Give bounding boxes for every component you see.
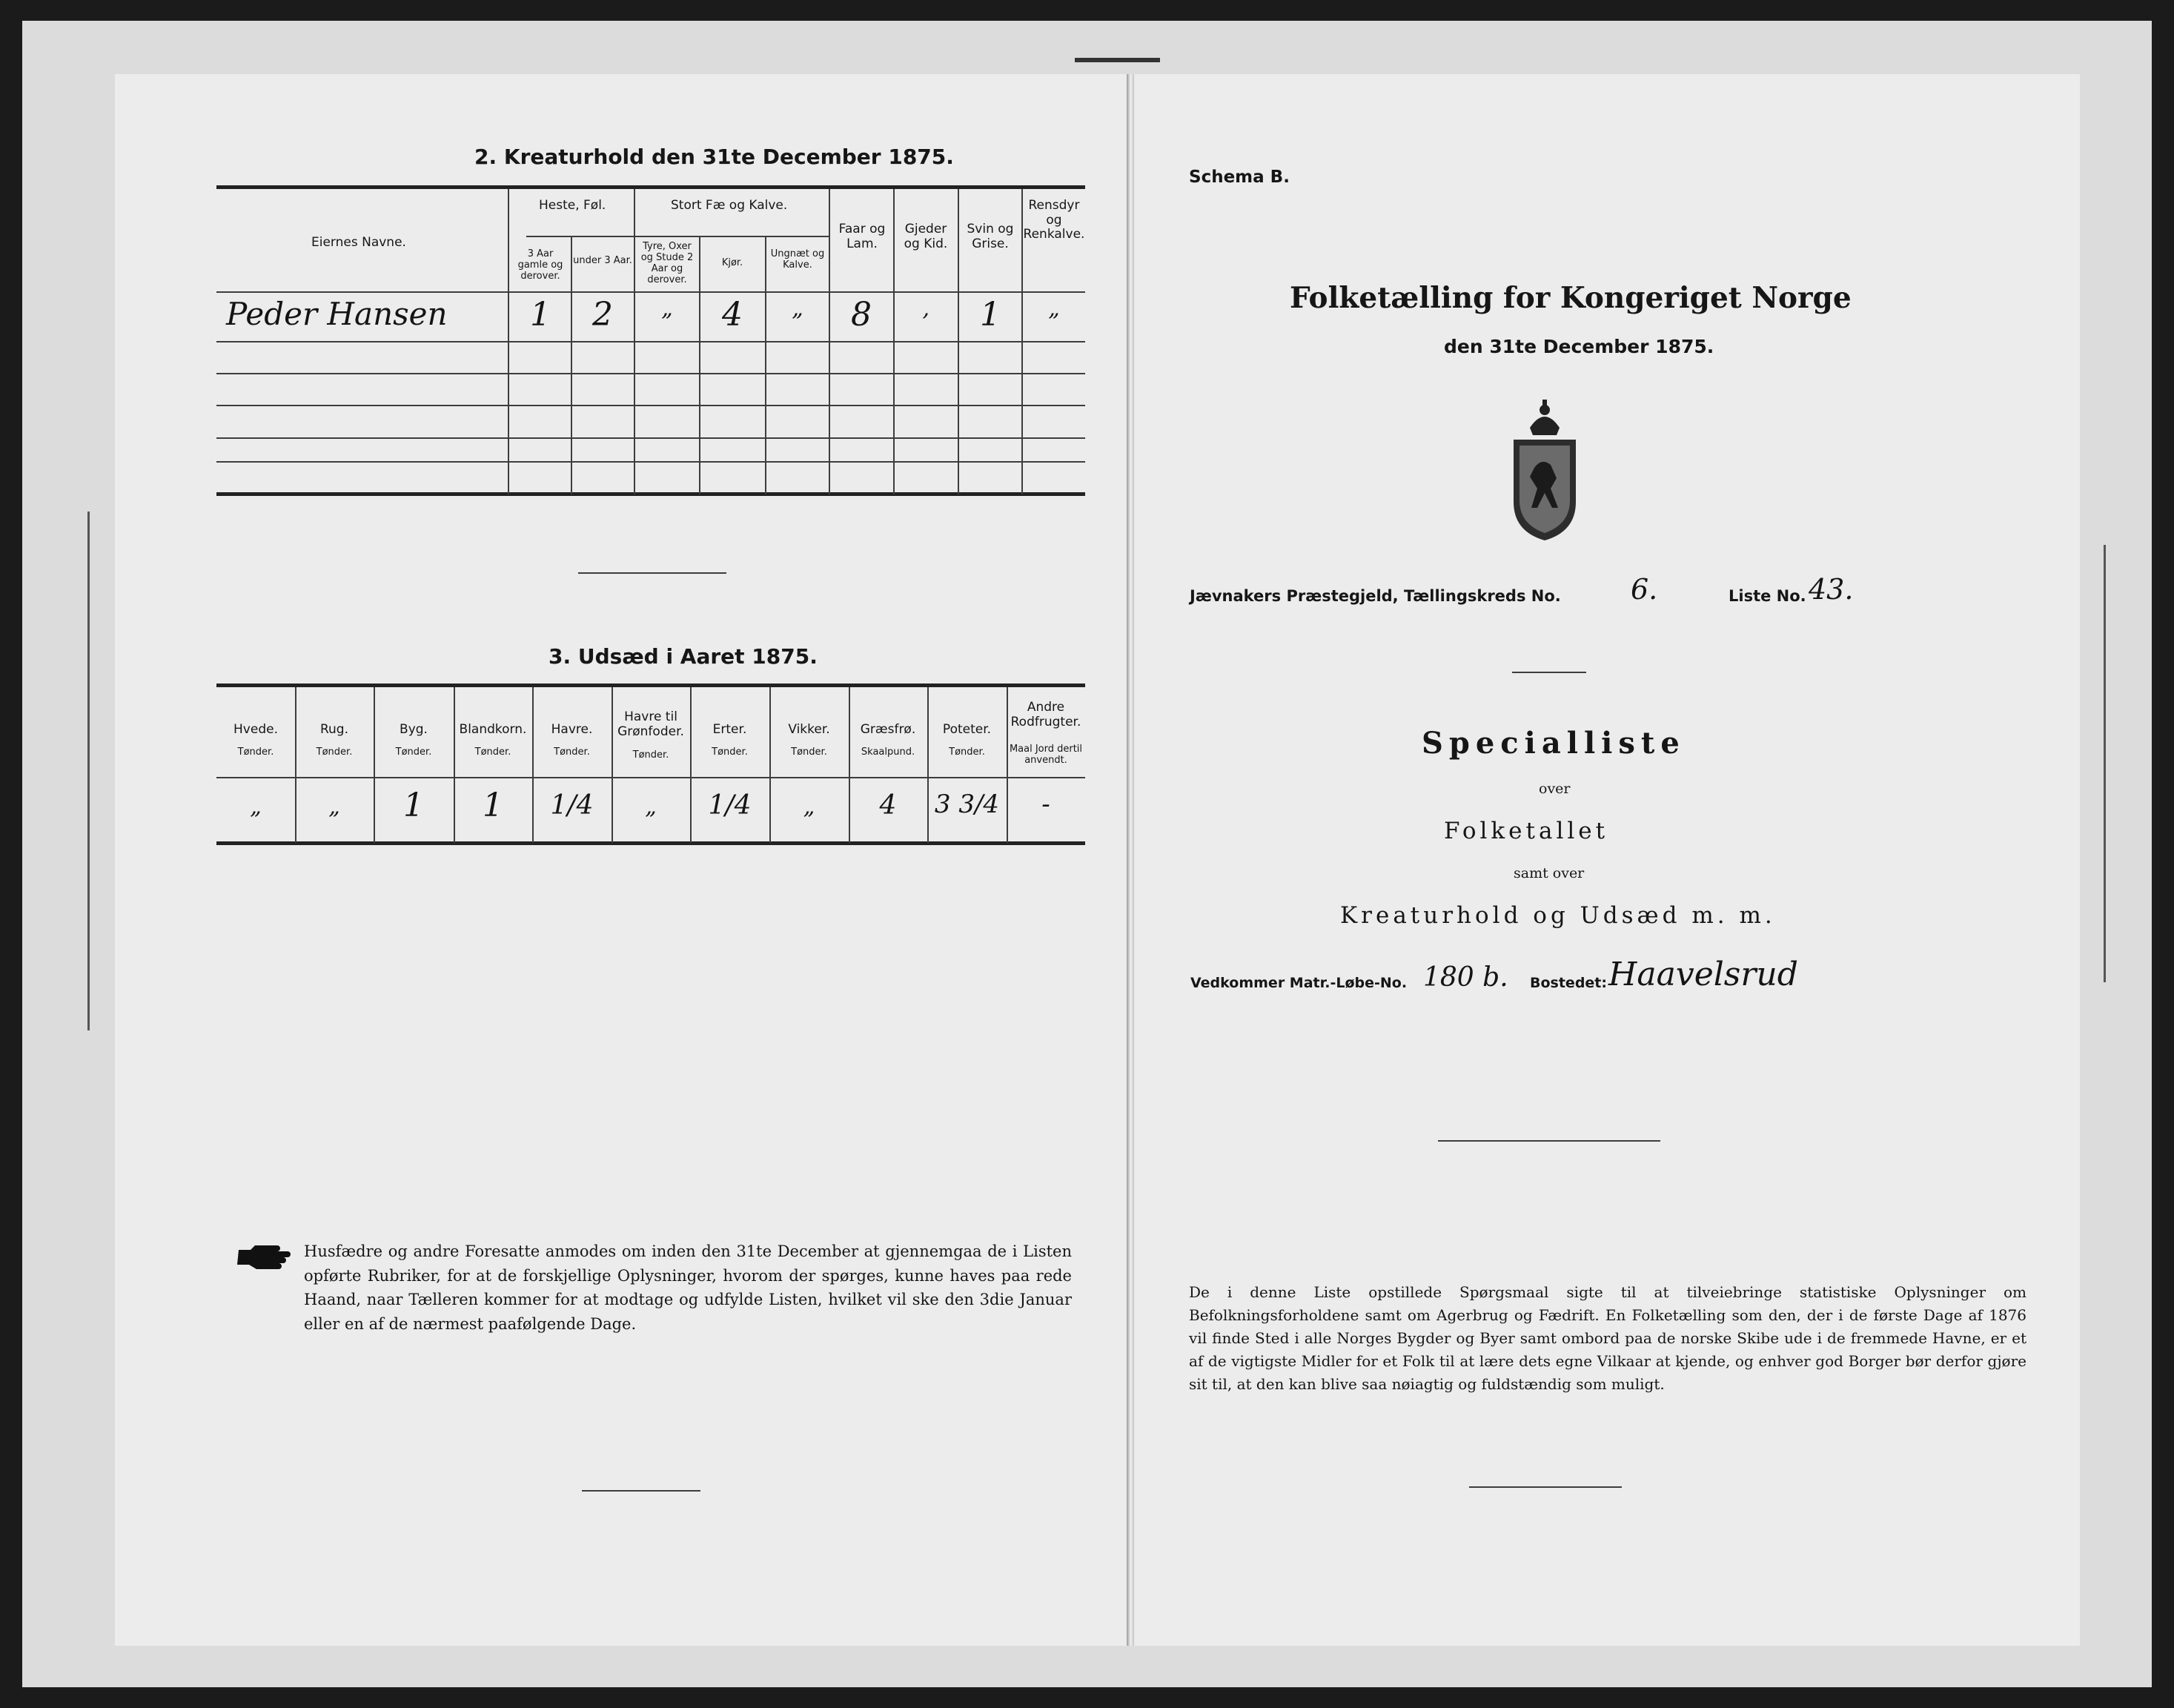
- seed-header-peas: Erter.: [712, 722, 747, 737]
- seed-table-bottom: [216, 841, 1085, 845]
- seed-value-oats: 1/4: [550, 790, 594, 821]
- coat-of-arms-icon: [1506, 397, 1583, 548]
- seed-value-wheat: „: [250, 794, 262, 820]
- right-margin-mark: [2104, 545, 2106, 982]
- header-cattle-young: Ungnæt og Kalve.: [770, 248, 825, 271]
- seed-value-roots: -: [1041, 790, 1050, 819]
- seed-unit-green-oats: Tønder.: [632, 749, 669, 761]
- seed-unit-grass: Skaalpund.: [861, 747, 915, 758]
- livestock-row-line: [216, 461, 1085, 463]
- header-horses: Heste, Føl.: [539, 198, 606, 213]
- livestock-header-bottom: [216, 291, 1085, 293]
- header-owner: Eiernes Navne.: [311, 235, 406, 250]
- seed-header-potatoes: Poteter.: [942, 722, 992, 737]
- seed-unit-oats: Tønder.: [554, 747, 590, 758]
- over-text-1: over: [1539, 781, 1571, 797]
- header-horses-old: 3 Aar gamle og derover.: [517, 248, 563, 282]
- divider-right-3: [1469, 1486, 1622, 1488]
- specialliste-title: Specialliste: [1422, 726, 1686, 761]
- value-bulls: „: [661, 296, 673, 322]
- seed-value-green-oats: „: [645, 794, 657, 820]
- divider-right-2: [1438, 1140, 1660, 1142]
- seed-col-line: [927, 687, 929, 843]
- seed-header-grass: Græsfrø.: [860, 722, 916, 737]
- seed-header-bottom: [216, 777, 1085, 778]
- seed-header-green-oats: Havre til Grønfoder.: [617, 709, 684, 739]
- seed-unit-wheat: Tønder.: [237, 747, 274, 758]
- census-date: den 31te December 1875.: [1444, 336, 1714, 357]
- samt-over-text: samt over: [1514, 865, 1585, 881]
- bosted-value: Haavelsrud: [1608, 956, 1798, 993]
- header-horses-young: under 3 Aar.: [573, 255, 632, 266]
- kreaturhold-title: Kreaturhold og Udsæd m. m.: [1340, 902, 1776, 929]
- seed-header-vetch: Vikker.: [788, 722, 830, 737]
- footer-text: De i denne Liste opstillede Spørgsmaal sigte til at tilveiebringe statistiske Oplysninger om Befolkningsforholdene samt om Agerbrug og Fædrift. En Folketælling som den, der i de første Dage af 1876 vil finde Sted i alle Norges Bygder og Byer samt ombord paa de norske Skibe ude i de fremmede Havne, er et af de vigtigste Midler for et Folk til at lære dets egne Vilkaar at kjende, og enhver god Borger bør derfor gjøre sit til, at den kan blive saa nøiagtig og fuldstændig som muligt.: [1189, 1283, 2026, 1393]
- seed-header-roots: Andre Rodfrugter.: [1010, 700, 1081, 729]
- seed-value-barley: 1: [403, 787, 424, 824]
- livestock-row-line: [216, 437, 1085, 439]
- livestock-table-top: [216, 185, 1085, 189]
- seed-header-mixed: Blandkorn.: [459, 722, 527, 737]
- seed-unit-barley: Tønder.: [395, 747, 432, 758]
- seed-value-rye: „: [328, 794, 340, 820]
- top-mark: [1075, 58, 1160, 62]
- parish-label: Jævnakers Præstegjeld, Tællingskreds No.: [1190, 587, 1561, 605]
- livestock-col-line: [699, 237, 700, 494]
- livestock-row-line: [216, 405, 1085, 406]
- value-goats: ‚: [922, 296, 929, 322]
- value-sheep: 8: [851, 296, 872, 334]
- livestock-col-line: [508, 189, 509, 494]
- value-pigs: 1: [980, 296, 1001, 334]
- livestock-col-line: [765, 237, 766, 494]
- livestock-row-line: [216, 373, 1085, 374]
- header-goats: Gjeder og Kid.: [904, 222, 948, 251]
- seed-value-mixed: 1: [483, 787, 503, 824]
- divider-bottom-left: [582, 1490, 700, 1492]
- pointing-hand-icon: [236, 1239, 295, 1275]
- census-title: Folketælling for Kongeriget Norge: [1290, 281, 1852, 315]
- value-cows: 4: [722, 296, 743, 334]
- seed-header-wheat: Hvede.: [233, 722, 278, 737]
- liste-number: 43.: [1809, 573, 1854, 606]
- livestock-section-title: 2. Kreaturhold den 31te December 1875.: [474, 145, 954, 169]
- seed-header-oats: Havre.: [551, 722, 593, 737]
- livestock-row-line: [216, 341, 1085, 342]
- kreds-number: 6.: [1631, 573, 1658, 606]
- livestock-table-bottom: [216, 492, 1085, 496]
- seed-header-barley: Byg.: [400, 722, 428, 737]
- livestock-col-line: [571, 237, 572, 494]
- header-cattle: Stort Fæ og Kalve.: [671, 198, 788, 213]
- header-cattle-cows: Kjør.: [721, 257, 743, 268]
- seed-section-title: 3. Udsæd i Aaret 1875.: [549, 644, 818, 669]
- liste-label: Liste No.: [1729, 587, 1806, 605]
- seed-value-potatoes: 3 3/4: [934, 790, 1000, 819]
- seed-unit-peas: Tønder.: [712, 747, 748, 758]
- seed-unit-potatoes: Tønder.: [949, 747, 985, 758]
- value-young-cattle: „: [792, 296, 803, 322]
- seed-value-grass: 4: [879, 790, 897, 821]
- matr-number: 180 b.: [1423, 962, 1508, 993]
- bosted-label: Bostedet:: [1530, 975, 1607, 991]
- left-margin-mark: [87, 512, 90, 1030]
- seed-header-rye: Rug.: [319, 722, 349, 737]
- seed-unit-mixed: Tønder.: [474, 747, 511, 758]
- header-sheep: Faar og Lam.: [838, 222, 886, 251]
- schema-label: Schema B.: [1189, 168, 1290, 187]
- divider-right-1: [1512, 672, 1586, 673]
- seed-unit-rye: Tønder.: [316, 747, 353, 758]
- seed-unit-vetch: Tønder.: [791, 747, 827, 758]
- header-cattle-bulls: Tyre, Oxer og Stude 2 Aar og derover.: [640, 241, 694, 285]
- livestock-col-line: [893, 189, 895, 494]
- value-reindeer: „: [1048, 296, 1060, 322]
- seed-table-top: [216, 683, 1085, 687]
- value-horses-young: 2: [592, 296, 613, 334]
- header-reindeer: Rensdyr og Renkalve.: [1023, 198, 1085, 242]
- matr-label: Vedkommer Matr.-Løbe-No.: [1190, 975, 1408, 991]
- livestock-col-line: [829, 189, 830, 494]
- divider-short: [578, 572, 726, 574]
- folketallet-title: Folketallet: [1444, 818, 1609, 844]
- notice-text: Husfædre og andre Foresatte anmodes om inden den 31te December at gjennemgaa de i Listen opførte Rubriker, for at de forskjellige Oplysninger, hvorom der spørges, kunne haves paa rede Haand, naar Tælleren kommer for at modtage og udfylde Listen, hvilket vil ske den 3die Januar eller en af de nærmest paafølgende Dage.: [304, 1242, 1072, 1333]
- livestock-col-line: [958, 189, 959, 494]
- seed-unit-roots: Maal Jord dertil anvendt.: [1009, 744, 1083, 766]
- owner-name: Peder Hansen: [226, 296, 448, 332]
- livestock-col-line: [634, 189, 635, 494]
- seed-value-vetch: „: [803, 794, 815, 820]
- seed-value-peas: 1/4: [708, 790, 752, 821]
- value-horses-old: 1: [530, 296, 551, 334]
- header-pigs: Svin og Grise.: [967, 222, 1014, 251]
